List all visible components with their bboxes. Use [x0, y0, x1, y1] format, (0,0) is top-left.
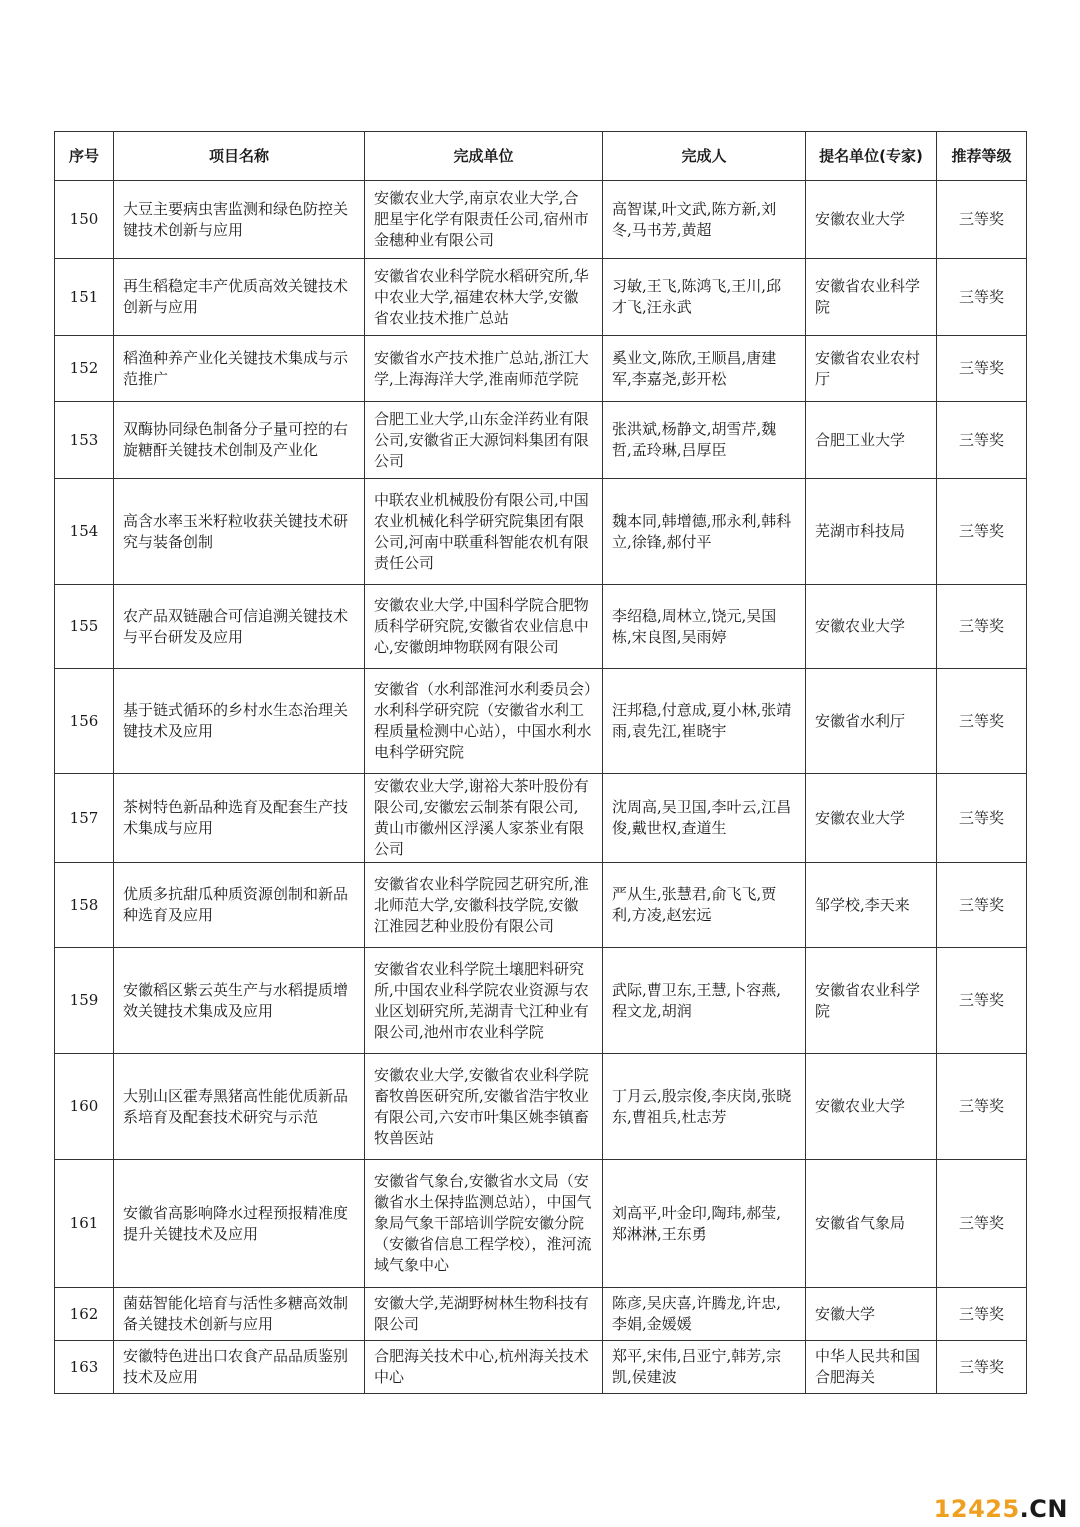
header-row [55, 132, 1027, 181]
row-no: 160 [55, 1054, 114, 1160]
row-level: 三等奖 [937, 1054, 1027, 1160]
watermark-cn: CN [1029, 1495, 1068, 1523]
row-nominator: 安徽省气象局 [806, 1160, 937, 1288]
row-project-name: 大别山区霍寿黑猪高性能优质新品系培育及配套技术研究与示范 [114, 1054, 365, 1160]
table-row [55, 585, 1027, 669]
row-nominator: 安徽省农业科学院 [806, 948, 937, 1054]
site-watermark [934, 1495, 1068, 1523]
row-units: 安徽农业大学,南京农业大学,合肥星宇化学有限责任公司,宿州市金穗种业有限公司 [365, 181, 603, 259]
row-level: 三等奖 [937, 863, 1027, 948]
row-project-name: 基于链式循环的乡村水生态治理关键技术及应用 [114, 669, 365, 774]
row-units: 安徽省（水利部淮河水利委员会）水利科学研究院（安徽省水利工程质量检测中心站），中国水利水电科学研究院 [365, 669, 603, 774]
row-units: 安徽省农业科学院园艺研究所,淮北师范大学,安徽科技学院,安徽江淮园艺种业股份有限公司 [365, 863, 603, 948]
table-row [55, 402, 1027, 479]
row-project-name: 菌菇智能化培育与活性多糖高效制备关键技术创新与应用 [114, 1288, 365, 1341]
row-persons: 李绍稳,周林立,饶元,吴国栋,宋良图,吴雨婷 [603, 585, 806, 669]
header-nominator: 提名单位(专家) [806, 132, 937, 181]
row-nominator: 安徽大学 [806, 1288, 937, 1341]
table-header [55, 132, 1027, 181]
row-units: 安徽农业大学,谢裕大茶叶股份有限公司,安徽宏云制茶有限公司,黄山市徽州区浮溪人家茶业有限公司 [365, 774, 603, 863]
table-row [55, 336, 1027, 402]
row-nominator: 安徽农业大学 [806, 585, 937, 669]
row-no: 158 [55, 863, 114, 948]
row-project-name: 农产品双链融合可信追溯关键技术与平台研发及应用 [114, 585, 365, 669]
row-persons: 张洪斌,杨静文,胡雪芹,魏哲,孟玲琳,吕厚臣 [603, 402, 806, 479]
table-row [55, 1288, 1027, 1341]
row-no: 157 [55, 774, 114, 863]
row-no: 150 [55, 181, 114, 259]
row-persons: 魏本同,韩增德,邢永利,韩科立,徐锋,郝付平 [603, 479, 806, 585]
table-row [55, 259, 1027, 336]
watermark-dot: . [1019, 1495, 1030, 1523]
row-persons: 陈彦,吴庆喜,许腾龙,许忠,李娟,金媛媛 [603, 1288, 806, 1341]
row-project-name: 茶树特色新品种选育及配套生产技术集成与应用 [114, 774, 365, 863]
row-nominator: 安徽省农业农村厅 [806, 336, 937, 402]
row-persons: 郑平,宋伟,吕亚宁,韩芳,宗凯,侯建波 [603, 1341, 806, 1394]
row-nominator: 安徽省水利厅 [806, 669, 937, 774]
row-level: 三等奖 [937, 1288, 1027, 1341]
row-units: 合肥工业大学,山东金洋药业有限公司,安徽省正大源饲料集团有限公司 [365, 402, 603, 479]
row-level: 三等奖 [937, 259, 1027, 336]
table-row [55, 774, 1027, 863]
row-persons: 奚业文,陈欣,王顺昌,唐建军,李嘉尧,彭开松 [603, 336, 806, 402]
watermark-number: 12425 [933, 1495, 1020, 1523]
row-no: 163 [55, 1341, 114, 1394]
row-persons: 武际,曹卫东,王慧,卜容燕,程文龙,胡润 [603, 948, 806, 1054]
row-nominator: 安徽农业大学 [806, 181, 937, 259]
award-table [54, 131, 1027, 1394]
header-project-name: 项目名称 [114, 132, 365, 181]
row-project-name: 高含水率玉米籽粒收获关键技术研究与装备创制 [114, 479, 365, 585]
row-project-name: 安徽省高影响降水过程预报精准度提升关键技术及应用 [114, 1160, 365, 1288]
table-row [55, 669, 1027, 774]
row-project-name: 双酶协同绿色制备分子量可控的右旋糖酐关键技术创制及产业化 [114, 402, 365, 479]
row-no: 162 [55, 1288, 114, 1341]
header-persons: 完成人 [603, 132, 806, 181]
table-row [55, 1160, 1027, 1288]
row-persons: 刘高平,叶金印,陶玮,郝莹,郑淋淋,王东勇 [603, 1160, 806, 1288]
row-level: 三等奖 [937, 181, 1027, 259]
row-nominator: 中华人民共和国合肥海关 [806, 1341, 937, 1394]
row-nominator: 安徽省农业科学院 [806, 259, 937, 336]
row-no: 155 [55, 585, 114, 669]
row-project-name: 安徽稻区紫云英生产与水稻提质增效关键技术集成及应用 [114, 948, 365, 1054]
row-nominator: 芜湖市科技局 [806, 479, 937, 585]
row-units: 安徽省气象台,安徽省水文局（安徽省水土保持监测总站），中国气象局气象干部培训学院安徽分院（安徽省信息工程学校），淮河流域气象中心 [365, 1160, 603, 1288]
row-no: 152 [55, 336, 114, 402]
row-level: 三等奖 [937, 774, 1027, 863]
row-level: 三等奖 [937, 1341, 1027, 1394]
row-project-name: 优质多抗甜瓜种质资源创制和新品种选育及应用 [114, 863, 365, 948]
row-no: 154 [55, 479, 114, 585]
table-body [55, 181, 1027, 1394]
row-units: 安徽农业大学,中国科学院合肥物质科学研究院,安徽省农业信息中心,安徽朗坤物联网有限公司 [365, 585, 603, 669]
award-table-container [54, 131, 1026, 1394]
row-units: 安徽省水产技术推广总站,浙江大学,上海海洋大学,淮南师范学院 [365, 336, 603, 402]
row-units: 安徽农业大学,安徽省农业科学院畜牧兽医研究所,安徽省浩宇牧业有限公司,六安市叶集区姚李镇畜牧兽医站 [365, 1054, 603, 1160]
row-persons: 汪邦稳,付意成,夏小林,张靖雨,袁先江,崔晓宇 [603, 669, 806, 774]
header-no: 序号 [55, 132, 114, 181]
row-no: 156 [55, 669, 114, 774]
row-units: 合肥海关技术中心,杭州海关技术中心 [365, 1341, 603, 1394]
row-persons: 严从生,张慧君,俞飞飞,贾利,方凌,赵宏远 [603, 863, 806, 948]
row-units: 中联农业机械股份有限公司,中国农业机械化科学研究院集团有限公司,河南中联重科智能农机有限责任公司 [365, 479, 603, 585]
table-row [55, 1054, 1027, 1160]
header-level: 推荐等级 [937, 132, 1027, 181]
row-nominator: 安徽农业大学 [806, 774, 937, 863]
row-level: 三等奖 [937, 948, 1027, 1054]
row-level: 三等奖 [937, 669, 1027, 774]
header-units: 完成单位 [365, 132, 603, 181]
table-row [55, 479, 1027, 585]
row-no: 151 [55, 259, 114, 336]
table-row [55, 1341, 1027, 1394]
row-persons: 沈周高,吴卫国,李叶云,江昌俊,戴世权,查道生 [603, 774, 806, 863]
row-nominator: 邹学校,李天来 [806, 863, 937, 948]
row-nominator: 安徽农业大学 [806, 1054, 937, 1160]
row-level: 三等奖 [937, 402, 1027, 479]
row-nominator: 合肥工业大学 [806, 402, 937, 479]
row-no: 161 [55, 1160, 114, 1288]
row-persons: 高智谋,叶文武,陈方新,刘冬,马书芳,黄超 [603, 181, 806, 259]
row-level: 三等奖 [937, 585, 1027, 669]
table-row [55, 863, 1027, 948]
row-persons: 习敏,王飞,陈鸿飞,王川,邱才飞,汪永武 [603, 259, 806, 336]
row-persons: 丁月云,殷宗俊,李庆岗,张晓东,曹祖兵,杜志芳 [603, 1054, 806, 1160]
row-no: 159 [55, 948, 114, 1054]
row-level: 三等奖 [937, 479, 1027, 585]
row-project-name: 稻渔种养产业化关键技术集成与示范推广 [114, 336, 365, 402]
row-project-name: 安徽特色进出口农食产品品质鉴别技术及应用 [114, 1341, 365, 1394]
row-units: 安徽大学,芜湖野树林生物科技有限公司 [365, 1288, 603, 1341]
row-level: 三等奖 [937, 336, 1027, 402]
table-row [55, 181, 1027, 259]
row-project-name: 大豆主要病虫害监测和绿色防控关键技术创新与应用 [114, 181, 365, 259]
row-project-name: 再生稻稳定丰产优质高效关键技术创新与应用 [114, 259, 365, 336]
row-no: 153 [55, 402, 114, 479]
row-units: 安徽省农业科学院土壤肥料研究所,中国农业科学院农业资源与农业区划研究所,芜湖青弋江种业有限公司,池州市农业科学院 [365, 948, 603, 1054]
table-row [55, 948, 1027, 1054]
row-level: 三等奖 [937, 1160, 1027, 1288]
row-units: 安徽省农业科学院水稻研究所,华中农业大学,福建农林大学,安徽省农业技术推广总站 [365, 259, 603, 336]
